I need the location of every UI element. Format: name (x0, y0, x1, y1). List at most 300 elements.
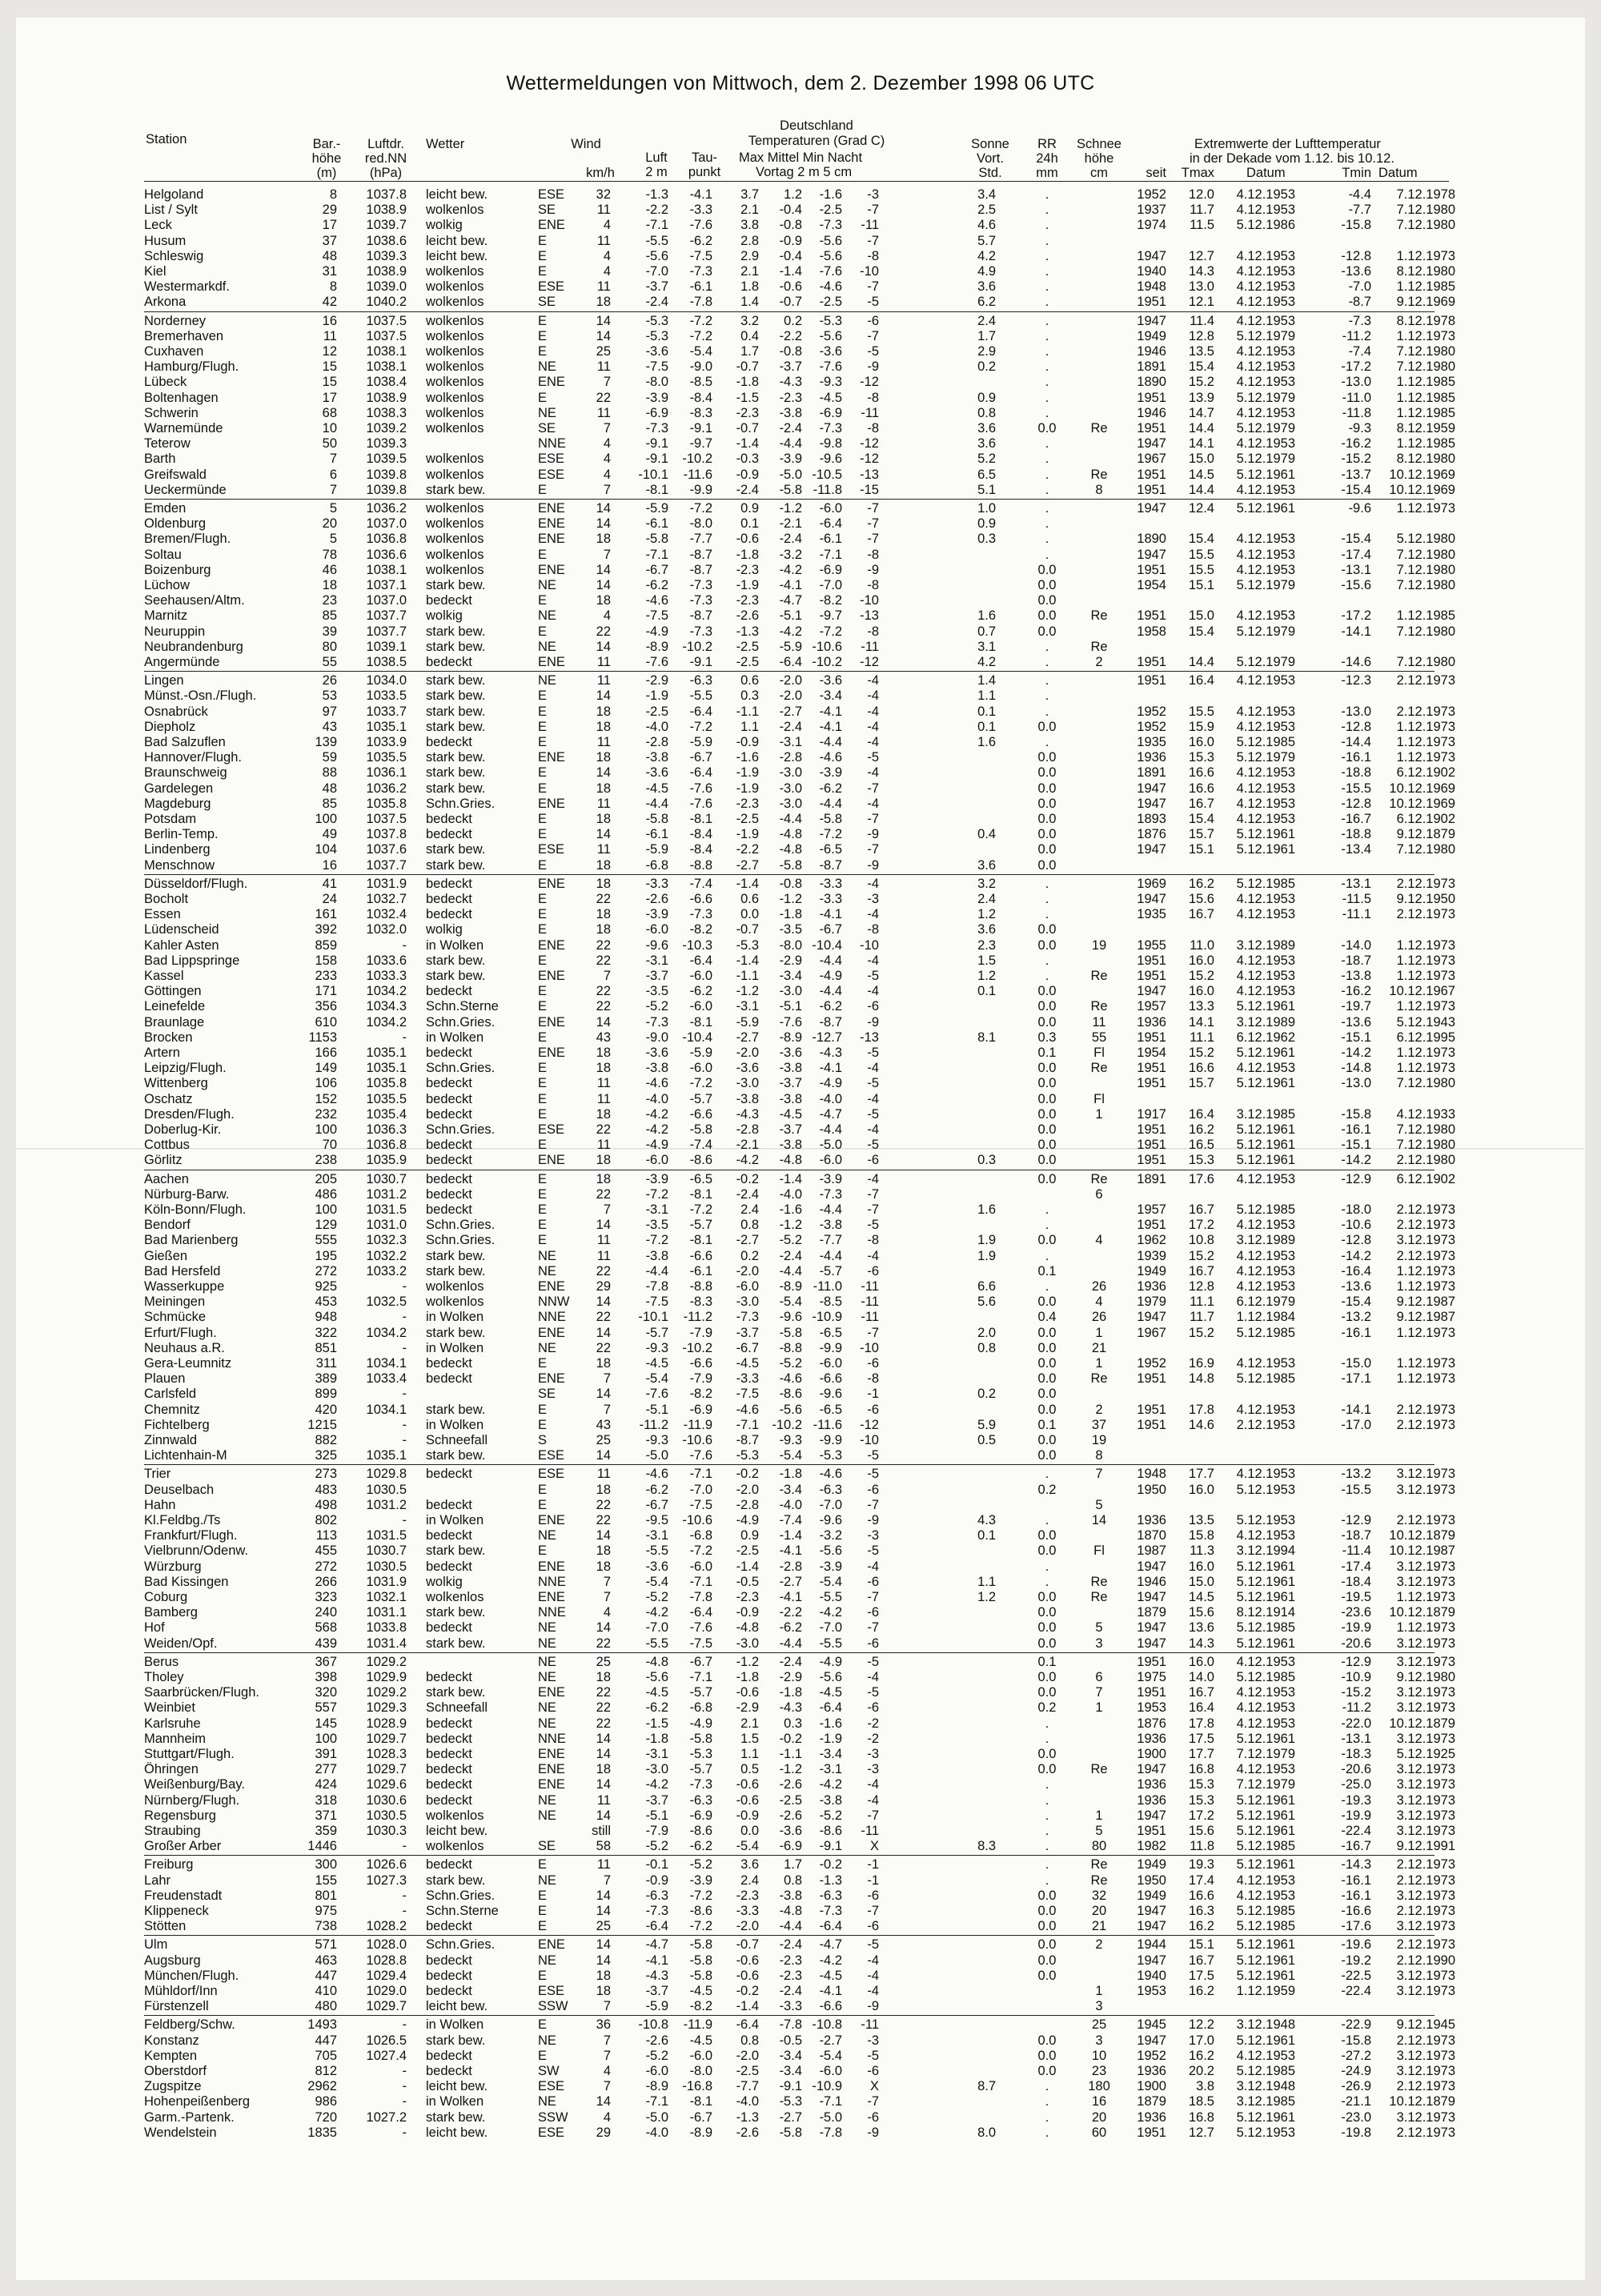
cell-dewpoint: -8.6 (689, 1824, 712, 1838)
cell-extreme-since: 1936 (1137, 1792, 1166, 1808)
cell-weather: wolkenlos (426, 264, 484, 279)
cell-tmax: 16.3 (1188, 1904, 1214, 1918)
cell-dewpoint: -5.7 (689, 1762, 712, 1777)
cell-temp-max: 0.2 (740, 1248, 759, 1263)
cell-weather: stark bew. (426, 1263, 486, 1278)
cell-sunshine: 1.4 (977, 673, 996, 688)
cell-pressure: 1039.3 (366, 436, 407, 452)
cell-temp-mean: -6.4 (779, 655, 802, 669)
cell-station-name: Boizenburg (144, 562, 211, 577)
cell-dewpoint: -8.1 (689, 1233, 712, 1248)
cell-wind-direction: ENE (538, 969, 565, 983)
cell-extreme-since: 1935 (1137, 907, 1166, 922)
cell-pressure: 1029.9 (366, 1670, 407, 1684)
cell-temp-mean: -2.4 (779, 1984, 802, 1998)
cell-tmin: -12.8 (1341, 1233, 1371, 1248)
cell-station-name: Bad Lippspringe (144, 953, 240, 968)
cell-temp-max: -1.8 (736, 375, 759, 390)
cell-barometer-height: 12 (322, 344, 337, 359)
cell-extreme-since: 1951 (1137, 608, 1166, 624)
cell-temp-air: -4.7 (645, 1937, 668, 1953)
cell-night-5cm: -12 (860, 375, 879, 390)
cell-tmax: 17.7 (1188, 1747, 1214, 1761)
cell-station-name: Magdeburg (144, 796, 211, 811)
cell-dewpoint: -7.5 (689, 248, 712, 263)
cell-weather: Schn.Gries. (426, 1061, 496, 1076)
cell-dewpoint: -8.3 (689, 405, 712, 420)
cell-tmax-date: 3.12.1948 (1236, 2017, 1295, 2033)
cell-temp-max: -2.3 (736, 562, 759, 577)
cell-temp-air: -1.5 (645, 1716, 668, 1731)
cell-pressure: - (402, 1513, 407, 1527)
cell-precipitation: 0.0 (1037, 2064, 1057, 2078)
cell-weather: leicht bew. (426, 2125, 488, 2140)
cell-wind-direction: ESE (538, 842, 565, 857)
cell-temp-min: -7.0 (819, 578, 842, 592)
cell-temp-min: -7.7 (819, 1233, 842, 1248)
cell-temp-air: -3.9 (645, 907, 668, 922)
cell-wind-speed: 11 (596, 1467, 611, 1482)
cell-dewpoint: -7.9 (689, 1371, 712, 1387)
cell-wind-direction: ENE (538, 655, 565, 669)
cell-temp-air: -5.0 (645, 2109, 668, 2125)
cell-snow-depth: 37 (1091, 1417, 1107, 1432)
cell-temp-air: -4.0 (645, 2125, 668, 2140)
cell-temp-mean: -1.2 (779, 1762, 802, 1777)
cell-tmin-date: 1.12.1985 (1396, 390, 1455, 405)
cell-tmin: -15.4 (1341, 1295, 1371, 1310)
cell-night-5cm: -6 (867, 1636, 879, 1651)
cell-pressure: 1031.5 (366, 1528, 407, 1543)
cell-temp-air: -7.0 (645, 1620, 668, 1636)
cell-wind-direction: ESE (538, 1984, 565, 1998)
cell-precipitation: 0.2 (1037, 1700, 1057, 1716)
cell-precipitation: 0.0 (1037, 1387, 1057, 1402)
cell-night-5cm: -4 (867, 1968, 879, 1983)
cell-wind-direction: ENE (538, 1046, 565, 1060)
cell-tmin-date: 6.12.1902 (1396, 812, 1455, 826)
cell-pressure: - (402, 1279, 407, 1294)
cell-sunshine: 5.7 (977, 233, 996, 248)
cell-tmin: -13.6 (1341, 1279, 1371, 1294)
cell-dewpoint: -6.7 (689, 1654, 712, 1669)
cell-pressure: 1033.7 (366, 704, 407, 719)
cell-wind-direction: ENE (538, 937, 565, 953)
cell-precipitation: . (1045, 2109, 1049, 2125)
cell-tmax: 16.5 (1188, 1138, 1214, 1153)
cell-sunshine: 1.7 (977, 328, 996, 343)
cell-snow-depth: 16 (1091, 2094, 1107, 2109)
cell-pressure: 1039.7 (366, 218, 407, 233)
cell-station-name: Köln-Bonn/Flugh. (144, 1202, 247, 1217)
cell-tmax: 17.4 (1188, 1873, 1214, 1888)
cell-weather: stark bew. (426, 1685, 486, 1700)
cell-night-5cm: -4 (867, 796, 879, 811)
cell-temp-air: -3.7 (645, 1984, 668, 1998)
cell-barometer-height: 8 (329, 187, 337, 202)
cell-wind-direction: ENE (538, 532, 565, 547)
cell-temp-mean: -4.4 (779, 1919, 802, 1934)
cell-pressure: 1037.1 (366, 578, 407, 592)
cell-tmax: 16.7 (1188, 1263, 1214, 1278)
cell-pressure: 1030.5 (366, 1559, 407, 1574)
cell-pressure: 1034.2 (366, 1325, 407, 1340)
cell-snow-depth: 26 (1091, 1279, 1107, 1294)
cell-wind-direction: NE (538, 673, 556, 688)
cell-weather: stark bew. (426, 2033, 486, 2048)
cell-temp-air: -3.9 (645, 1171, 668, 1186)
cell-tmax: 12.1 (1188, 295, 1214, 310)
cell-temp-max: -7.7 (736, 2079, 759, 2094)
cell-extreme-since: 1951 (1137, 1030, 1166, 1045)
cell-tmax-date: 5.12.1961 (1236, 1857, 1295, 1873)
cell-temp-max: -0.7 (736, 421, 759, 436)
cell-wind-direction: NNE (538, 436, 566, 452)
cell-night-5cm: -7 (867, 1186, 879, 1202)
cell-temp-min: -10.9 (812, 2079, 842, 2094)
cell-temp-max: -3.0 (736, 1076, 759, 1091)
cell-temp-mean: -0.4 (779, 248, 802, 263)
cell-temp-max: 2.1 (740, 264, 759, 279)
cell-tmax: 11.4 (1190, 313, 1214, 328)
header-rr-3: mm (1036, 166, 1058, 180)
cell-precipitation: . (1045, 233, 1049, 248)
cell-station-name: Oschatz (144, 1091, 193, 1106)
cell-extreme-since: 1940 (1137, 1968, 1166, 1983)
cell-tmin: -13.1 (1341, 562, 1371, 577)
cell-temp-max: -2.3 (736, 1590, 759, 1604)
group-separator (144, 671, 1434, 672)
cell-tmax: 15.6 (1188, 892, 1214, 906)
cell-temp-min: -3.3 (819, 892, 842, 906)
cell-tmin: -9.6 (1348, 501, 1371, 516)
cell-pressure: - (402, 1433, 407, 1447)
cell-wind-speed: 29 (596, 2125, 611, 2140)
cell-temp-min: -6.5 (819, 1402, 842, 1417)
cell-extreme-since: 1951 (1137, 1153, 1166, 1168)
cell-temp-mean: -3.6 (779, 1046, 802, 1060)
cell-pressure: 1032.5 (366, 1295, 407, 1310)
cell-temp-min: -5.5 (819, 1636, 842, 1651)
cell-temp-mean: -4.8 (779, 827, 802, 842)
cell-wind-speed: 4 (603, 264, 611, 279)
cell-temp-min: -5.2 (819, 1808, 842, 1823)
cell-barometer-height: 70 (322, 1138, 337, 1153)
cell-temp-mean: -2.7 (779, 1574, 802, 1589)
cell-wind-speed: 7 (603, 2079, 611, 2094)
cell-tmin-date: 3.12.1973 (1396, 1762, 1455, 1777)
cell-temp-mean: -0.7 (779, 295, 802, 310)
cell-tmax: 16.4 (1188, 673, 1214, 688)
cell-wind-speed: 14 (596, 1448, 611, 1463)
cell-weather: bedeckt (426, 1171, 472, 1186)
cell-precipitation: . (1045, 876, 1049, 891)
cell-night-5cm: -7 (867, 1497, 879, 1512)
cell-sunshine: 4.9 (977, 264, 996, 279)
cell-sunshine: 0.8 (977, 405, 996, 420)
header-deutschland: Deutschland (780, 118, 853, 133)
cell-snow-depth: 5 (1095, 1824, 1103, 1838)
cell-temp-air: -8.9 (645, 639, 668, 654)
cell-precipitation: 0.0 (1037, 765, 1057, 781)
cell-temp-min: -6.6 (819, 1999, 842, 2014)
cell-temp-max: 2.1 (740, 1716, 759, 1731)
cell-precipitation: . (1045, 704, 1049, 719)
cell-temp-min: -3.9 (819, 1559, 842, 1574)
cell-night-5cm: -3 (867, 2033, 879, 2048)
cell-night-5cm: -9 (867, 1014, 879, 1030)
cell-temp-max: -0.7 (736, 359, 759, 375)
cell-tmin-date: 7.12.1980 (1396, 1122, 1455, 1137)
cell-precipitation: 0.1 (1037, 1654, 1057, 1669)
cell-weather: Schn.Sterne (426, 1904, 499, 1918)
cell-temp-max: 2.4 (740, 1202, 759, 1217)
cell-wind-speed: 18 (596, 1762, 611, 1777)
cell-tmax-date: 3.12.1989 (1236, 1014, 1295, 1030)
cell-temp-min: -9.6 (819, 452, 842, 467)
cell-barometer-height: 16 (322, 857, 337, 873)
cell-station-name: Braunlage (144, 1014, 205, 1030)
cell-wind-speed: 18 (596, 1984, 611, 1998)
cell-station-name: Bad Marienberg (144, 1233, 239, 1248)
cell-wind-speed: 36 (596, 2017, 611, 2033)
cell-night-5cm: -1 (867, 1857, 879, 1873)
cell-temp-air: -2.8 (645, 735, 668, 749)
cell-temp-min: -10.4 (812, 937, 842, 953)
cell-tmax: 15.1 (1188, 578, 1214, 592)
cell-barometer-height: 59 (322, 750, 337, 765)
cell-tmax: 12.0 (1188, 187, 1214, 202)
cell-precipitation: 0.0 (1037, 842, 1057, 857)
cell-extreme-since: 1952 (1137, 704, 1166, 719)
cell-temp-air: -5.8 (645, 812, 668, 826)
cell-wind-speed: 18 (596, 922, 611, 937)
cell-precipitation: . (1045, 501, 1049, 516)
cell-wind-direction: ENE (538, 375, 565, 390)
cell-pressure: - (402, 1839, 407, 1854)
cell-barometer-height: 356 (315, 999, 337, 1014)
cell-station-name: Oberstdorf (144, 2064, 207, 2078)
cell-snow-depth: 2 (1095, 1937, 1103, 1953)
header-luftdr-3: (hPa) (369, 166, 403, 180)
cell-tmin: -25.0 (1341, 1777, 1371, 1792)
cell-extreme-since: 1936 (1137, 1513, 1166, 1527)
cell-dewpoint: -8.6 (689, 1904, 712, 1918)
cell-tmax-date: 5.12.1985 (1236, 1371, 1295, 1387)
cell-extreme-since: 1951 (1137, 467, 1166, 482)
cell-extreme-since: 1947 (1137, 248, 1166, 263)
cell-extreme-since: 1951 (1137, 969, 1166, 983)
cell-wind-speed: 25 (596, 1433, 611, 1447)
cell-extreme-since: 1987 (1137, 1543, 1166, 1559)
cell-barometer-height: 171 (315, 984, 337, 999)
cell-pressure: 1037.5 (366, 812, 407, 826)
cell-extreme-since: 1951 (1137, 1061, 1166, 1076)
cell-extreme-since: 1982 (1137, 1839, 1166, 1854)
cell-tmax-date: 1.12.1959 (1236, 1984, 1295, 1998)
cell-dewpoint: -6.6 (689, 1248, 712, 1263)
cell-temp-air: -6.0 (645, 1153, 668, 1168)
cell-night-5cm: -10 (860, 593, 879, 608)
cell-station-name: Cuxhaven (144, 344, 204, 359)
cell-tmax-date: 5.12.1953 (1236, 1513, 1295, 1527)
cell-tmax-date: 5.12.1961 (1236, 1953, 1295, 1968)
cell-tmax: 15.9 (1188, 719, 1214, 734)
cell-weather: bedeckt (426, 1762, 472, 1777)
cell-sunshine: 1.1 (977, 1574, 996, 1589)
cell-weather: bedeckt (426, 1138, 472, 1153)
cell-tmax: 17.2 (1188, 1808, 1214, 1823)
cell-pressure: 1027.4 (366, 2048, 407, 2063)
cell-pressure: - (402, 1904, 407, 1918)
cell-wind-speed: 22 (596, 390, 611, 405)
cell-extreme-since: 1951 (1137, 295, 1166, 310)
cell-extreme-since: 1967 (1137, 452, 1166, 467)
cell-temp-max: -1.2 (736, 1654, 759, 1669)
cell-tmax-date: 5.12.1961 (1236, 827, 1295, 842)
cell-temp-mean: -4.2 (779, 562, 802, 577)
cell-station-name: Oldenburg (144, 516, 207, 532)
cell-pressure: 1031.9 (366, 1574, 407, 1589)
cell-tmax-date: 5.12.1979 (1236, 390, 1295, 405)
cell-wind-speed: 14 (596, 328, 611, 343)
cell-station-name: Leipzig/Flugh. (144, 1061, 227, 1076)
cell-pressure: 1026.5 (366, 2033, 407, 2048)
cell-pressure: 1031.2 (366, 1497, 407, 1512)
cell-dewpoint: -8.6 (689, 1153, 712, 1168)
cell-temp-max: -4.8 (736, 1620, 759, 1636)
cell-extreme-since: 1947 (1137, 1310, 1166, 1325)
cell-weather: wolkenlos (426, 1808, 484, 1823)
cell-extreme-since: 1953 (1137, 1984, 1166, 1998)
cell-station-name: Zugspitze (144, 2079, 202, 2094)
cell-tmin: -16.2 (1341, 436, 1371, 452)
cell-wind-speed: 43 (596, 1030, 611, 1045)
cell-station-name: Lingen (144, 673, 184, 688)
cell-night-5cm: -7 (867, 1202, 879, 1217)
header-schnee-2: höhe (1084, 151, 1114, 166)
cell-wind-speed: 11 (596, 203, 611, 218)
cell-wind-speed: 18 (596, 719, 611, 734)
cell-station-name: Ueckermünde (144, 482, 227, 497)
cell-sunshine: 3.6 (977, 279, 996, 295)
cell-pressure: 1039.8 (366, 482, 407, 497)
cell-extreme-since: 1947 (1137, 842, 1166, 857)
cell-weather: stark bew. (426, 1543, 486, 1559)
cell-temp-max: -2.9 (736, 1700, 759, 1716)
cell-tmin: -22.9 (1341, 2017, 1371, 2033)
cell-tmin-date: 3.12.1973 (1396, 1654, 1455, 1669)
cell-pressure: 1032.4 (366, 907, 407, 922)
cell-snow-depth: 20 (1091, 2109, 1107, 2125)
cell-temp-mean: -3.8 (779, 1091, 802, 1106)
cell-precipitation: 0.0 (1037, 1605, 1057, 1620)
cell-tmax: 15.3 (1188, 1792, 1214, 1808)
cell-barometer-height: 483 (315, 1482, 337, 1497)
cell-wind-speed: 22 (596, 937, 611, 953)
cell-night-5cm: -6 (867, 1574, 879, 1589)
cell-snow-depth: 1 (1095, 1808, 1103, 1823)
cell-snow-depth: 1 (1095, 1106, 1103, 1122)
cell-extreme-since: 1951 (1137, 673, 1166, 688)
cell-weather: wolkenlos (426, 405, 484, 420)
header-schnee-3: cm (1090, 166, 1108, 180)
cell-barometer-height: 359 (315, 1824, 337, 1838)
cell-wind-direction: ENE (538, 1014, 565, 1030)
cell-barometer-height: 145 (315, 1716, 337, 1731)
cell-wind-speed: 18 (596, 1356, 611, 1371)
cell-night-5cm: -6 (867, 1482, 879, 1497)
cell-temp-air: -7.1 (645, 547, 668, 562)
cell-temp-max: -3.6 (736, 1061, 759, 1076)
cell-tmin-date: 3.12.1973 (1396, 1700, 1455, 1716)
cell-dewpoint: -7.0 (689, 1482, 712, 1497)
cell-wind-speed: 11 (596, 405, 611, 420)
cell-dewpoint: -7.2 (689, 1202, 712, 1217)
cell-barometer-height: 41 (322, 876, 337, 891)
cell-wind-direction: ENE (538, 1762, 565, 1777)
cell-precipitation: 0.0 (1037, 1106, 1057, 1122)
cell-wind-direction: SE (538, 1387, 556, 1402)
cell-night-5cm: -13 (860, 467, 879, 482)
cell-tmin-date: 9.12.1969 (1396, 295, 1455, 310)
cell-barometer-height: 986 (315, 2094, 337, 2109)
cell-temp-air: -4.6 (645, 1467, 668, 1482)
cell-temp-air: -4.2 (645, 1777, 668, 1792)
cell-temp-mean: -6.9 (779, 1839, 802, 1854)
cell-wind-speed: 14 (596, 1528, 611, 1543)
cell-weather: bedeckt (426, 1497, 472, 1512)
cell-station-name: Cottbus (144, 1138, 190, 1153)
cell-pressure: 1034.2 (366, 1014, 407, 1030)
cell-tmin: -18.3 (1341, 1747, 1371, 1761)
cell-precipitation: 0.0 (1037, 1904, 1057, 1918)
cell-weather: bedeckt (426, 1559, 472, 1574)
cell-wind-speed: 11 (596, 673, 611, 688)
cell-weather: wolkenlos (426, 328, 484, 343)
cell-tmin: -15.1 (1341, 1138, 1371, 1153)
header-sonne-2: Vort. (977, 151, 1004, 166)
cell-weather: stark bew. (426, 750, 486, 765)
cell-temp-max: -5.3 (736, 1448, 759, 1463)
cell-tmin-date: 9.12.1950 (1396, 892, 1455, 906)
cell-temp-max: -4.0 (736, 2094, 759, 2109)
cell-tmax-date: 4.12.1953 (1236, 719, 1295, 734)
cell-temp-max: 0.3 (740, 688, 759, 704)
cell-temp-max: -2.7 (736, 857, 759, 873)
cell-dewpoint: -7.2 (689, 719, 712, 734)
cell-station-name: Braunschweig (144, 765, 227, 781)
cell-extreme-since: 1951 (1137, 1685, 1166, 1700)
cell-extreme-since: 1951 (1137, 1824, 1166, 1838)
cell-dewpoint: -5.8 (689, 1953, 712, 1968)
cell-temp-min: -4.4 (819, 796, 842, 811)
cell-wind-speed: 7 (603, 1202, 611, 1217)
cell-pressure: 1026.6 (366, 1857, 407, 1873)
cell-dewpoint: -10.2 (682, 452, 712, 467)
cell-tmax: 16.8 (1188, 1762, 1214, 1777)
cell-tmax: 15.5 (1188, 547, 1214, 562)
cell-dewpoint: -5.3 (689, 1747, 712, 1761)
cell-extreme-since: 1957 (1137, 999, 1166, 1014)
cell-tmax-date: 4.12.1953 (1236, 1263, 1295, 1278)
cell-tmax: 16.2 (1188, 876, 1214, 891)
cell-station-name: Coburg (144, 1590, 188, 1604)
cell-precipitation: . (1045, 1824, 1049, 1838)
cell-night-5cm: -11 (861, 218, 879, 233)
cell-temp-max: -2.0 (736, 1919, 759, 1934)
cell-extreme-since: 1891 (1137, 765, 1166, 781)
